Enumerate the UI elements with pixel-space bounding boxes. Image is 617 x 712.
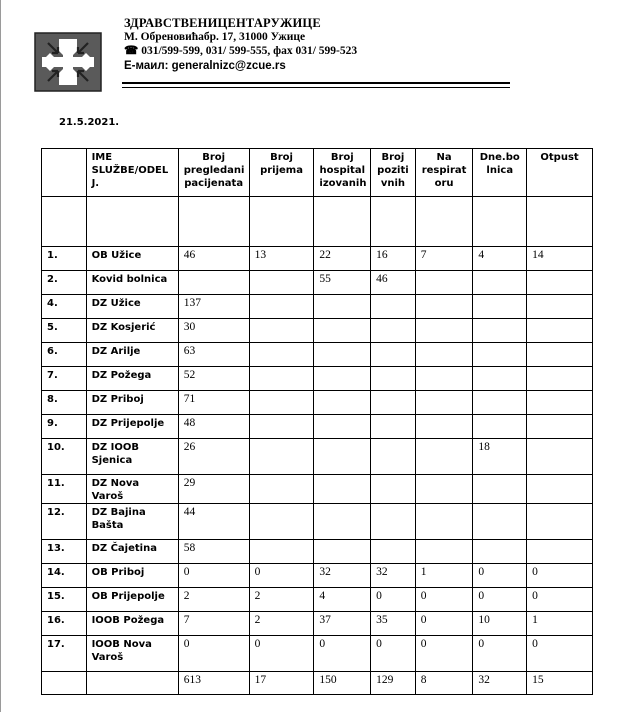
table-cell <box>473 504 527 540</box>
table-row <box>42 247 593 271</box>
table-cell: 0 <box>178 636 249 672</box>
table-cell: 16 <box>371 247 416 271</box>
row-number: 15. <box>42 588 87 612</box>
table-row-empty <box>42 197 593 247</box>
table-cell <box>371 415 416 439</box>
service-name: Kovid bolnica <box>86 271 178 295</box>
total-cell: 8 <box>415 672 473 695</box>
table-cell <box>527 415 593 439</box>
service-name: OB Prijepolje <box>86 588 178 612</box>
letterhead-rule <box>122 82 510 84</box>
service-name: IOOB Nova Varoš <box>86 636 178 672</box>
table-row <box>42 343 593 367</box>
service-name: DZ Bajina Bašta <box>86 504 178 540</box>
service-name: DZ Užice <box>86 295 178 319</box>
table-cell: 55 <box>314 271 371 295</box>
row-number: 12. <box>42 504 87 540</box>
table-cell <box>527 391 593 415</box>
table-cell <box>249 475 314 504</box>
table-cell: 29 <box>178 475 249 504</box>
table-cell <box>415 295 473 319</box>
table-cell <box>527 439 593 475</box>
table-cell <box>249 439 314 475</box>
service-name: DZ Prijepolje <box>86 415 178 439</box>
table-cell: 71 <box>178 391 249 415</box>
table-cell: 13 <box>249 247 314 271</box>
total-cell: 17 <box>249 672 314 695</box>
table-cell: 26 <box>178 439 249 475</box>
table-cell: 58 <box>178 540 249 564</box>
service-name: DZ Nova Varoš <box>86 475 178 504</box>
table-cell-empty <box>314 197 371 247</box>
table-cell: 30 <box>178 319 249 343</box>
table-cell <box>314 415 371 439</box>
table-cell <box>527 475 593 504</box>
table-cell <box>249 415 314 439</box>
phone-numbers: 031/599-599, 031/ 599-555, фах 031/ 599-523 <box>141 45 358 57</box>
table-cell <box>415 540 473 564</box>
service-name: IOOB Požega <box>86 612 178 636</box>
table-cell: 1 <box>415 564 473 588</box>
table-cell: 4 <box>314 588 371 612</box>
table-cell <box>473 475 527 504</box>
table-row <box>42 439 593 475</box>
table-cell <box>314 319 371 343</box>
table-cell: 0 <box>249 564 314 588</box>
table-cell <box>371 391 416 415</box>
table-row <box>42 415 593 439</box>
table-cell <box>473 271 527 295</box>
column-header: Dne.bo lnica <box>473 149 527 197</box>
table-cell <box>527 367 593 391</box>
table-cell: 0 <box>527 588 593 612</box>
service-name: DZ Kosjerić <box>86 319 178 343</box>
table-cell: 48 <box>178 415 249 439</box>
table-cell <box>415 343 473 367</box>
table-cell: 7 <box>415 247 473 271</box>
table-cell <box>249 367 314 391</box>
report-table <box>41 148 593 695</box>
table-cell <box>473 391 527 415</box>
table-row <box>42 504 593 540</box>
table-cell-empty <box>86 197 178 247</box>
table-cell: 0 <box>371 636 416 672</box>
table-row <box>42 391 593 415</box>
table-cell: 52 <box>178 367 249 391</box>
row-number: 1. <box>42 247 87 271</box>
table-body <box>42 197 593 695</box>
service-name: DZ Arilje <box>86 343 178 367</box>
table-row <box>42 636 593 672</box>
table-row <box>42 540 593 564</box>
table-cell <box>314 343 371 367</box>
table-cell <box>249 319 314 343</box>
table-cell: 0 <box>527 636 593 672</box>
column-header: Broj poziti vnih <box>371 149 416 197</box>
row-number: 11. <box>42 475 87 504</box>
table-cell <box>249 391 314 415</box>
letterhead-rule-thin <box>122 87 510 88</box>
table-row <box>42 588 593 612</box>
table-cell: 44 <box>178 504 249 540</box>
org-address: М. Обреновићабр. 17, 31000 Ужице <box>124 31 306 43</box>
total-cell: 15 <box>527 672 593 695</box>
table-cell: 63 <box>178 343 249 367</box>
table-cell-empty <box>371 197 416 247</box>
row-number: 5. <box>42 319 87 343</box>
table-cell: 0 <box>473 636 527 672</box>
column-header: Otpust <box>527 149 593 197</box>
row-number: 10. <box>42 439 87 475</box>
table-cell <box>473 415 527 439</box>
table-cell <box>371 475 416 504</box>
row-number: 6. <box>42 343 87 367</box>
service-name: OB Užice <box>86 247 178 271</box>
row-number: 8. <box>42 391 87 415</box>
row-number: 16. <box>42 612 87 636</box>
column-header: IME SLUŽBE/ODEL J. <box>86 149 178 197</box>
table-cell: 0 <box>314 636 371 672</box>
row-number: 9. <box>42 415 87 439</box>
total-cell: 613 <box>178 672 249 695</box>
table-cell-empty <box>473 197 527 247</box>
total-cell: 129 <box>371 672 416 695</box>
table-cell <box>473 540 527 564</box>
table-cell <box>473 319 527 343</box>
table-cell <box>249 504 314 540</box>
table-cell <box>249 295 314 319</box>
row-number: 4. <box>42 295 87 319</box>
table-cell: 1 <box>527 612 593 636</box>
table-cell-empty <box>178 197 249 247</box>
row-number: 13. <box>42 540 87 564</box>
table-cell <box>371 319 416 343</box>
table-cell: 2 <box>249 612 314 636</box>
table-cell <box>527 343 593 367</box>
table-cell: 2 <box>249 588 314 612</box>
letterhead <box>124 16 357 73</box>
table-cell: 2 <box>178 588 249 612</box>
table-cell: 10 <box>473 612 527 636</box>
table-cell <box>527 271 593 295</box>
table-cell <box>314 367 371 391</box>
table-cell: 35 <box>371 612 416 636</box>
table-cell: 0 <box>249 636 314 672</box>
table-cell: 14 <box>527 247 593 271</box>
table-header-row <box>42 149 593 197</box>
org-phones <box>124 44 357 58</box>
table-cell: 46 <box>371 271 416 295</box>
table-cell <box>527 504 593 540</box>
column-header: Broj hospital izovanih <box>314 149 371 197</box>
totals-row <box>42 672 593 695</box>
column-header: Na respirat oru <box>415 149 473 197</box>
table-cell <box>249 343 314 367</box>
table-cell <box>314 475 371 504</box>
table-cell-empty <box>42 197 87 247</box>
table-cell <box>371 295 416 319</box>
table-cell <box>415 367 473 391</box>
table-cell <box>527 319 593 343</box>
table-cell: 7 <box>178 612 249 636</box>
table-cell <box>415 391 473 415</box>
total-cell: 150 <box>314 672 371 695</box>
table-row <box>42 564 593 588</box>
total-cell: 32 <box>473 672 527 695</box>
table-cell: 32 <box>371 564 416 588</box>
table-cell: 0 <box>473 564 527 588</box>
table-row <box>42 319 593 343</box>
org-email: E-маил: generalnizc@zcue.rs <box>124 60 286 72</box>
row-number: 14. <box>42 564 87 588</box>
table-cell <box>371 540 416 564</box>
table-row <box>42 367 593 391</box>
service-name: DZ Čajetina <box>86 540 178 564</box>
table-cell <box>314 391 371 415</box>
table-cell <box>314 540 371 564</box>
table-cell: 46 <box>178 247 249 271</box>
table-row <box>42 295 593 319</box>
table-cell <box>415 439 473 475</box>
column-header: Broj prijema <box>249 149 314 197</box>
table-cell <box>371 367 416 391</box>
page-edge <box>0 0 1 712</box>
table-cell: 22 <box>314 247 371 271</box>
table-cell-empty <box>249 197 314 247</box>
table-cell: 4 <box>473 247 527 271</box>
table-cell <box>314 504 371 540</box>
table-cell: 32 <box>314 564 371 588</box>
table-cell <box>314 439 371 475</box>
column-header: Broj pregledani pacijenata <box>178 149 249 197</box>
phone-icon: ☎ <box>124 45 139 57</box>
table-cell <box>371 343 416 367</box>
report-date: 21.5.2021. <box>59 117 120 128</box>
table-cell <box>415 319 473 343</box>
table-cell <box>415 271 473 295</box>
org-name: ЗДРАВСТВЕНИЦЕНТАРУЖИЦЕ <box>124 16 321 30</box>
table-cell <box>249 540 314 564</box>
table-row <box>42 612 593 636</box>
table-cell <box>527 540 593 564</box>
table-cell-empty <box>415 197 473 247</box>
service-name: DZ Požega <box>86 367 178 391</box>
row-number: 7. <box>42 367 87 391</box>
table-cell: 37 <box>314 612 371 636</box>
row-number: 2. <box>42 271 87 295</box>
table-cell <box>415 475 473 504</box>
health-center-logo <box>34 32 102 92</box>
table-cell: 0 <box>473 588 527 612</box>
table-row <box>42 271 593 295</box>
table-cell <box>527 295 593 319</box>
table-cell <box>371 504 416 540</box>
table-cell <box>314 295 371 319</box>
table-cell <box>473 343 527 367</box>
table-cell: 0 <box>371 588 416 612</box>
table-cell <box>415 415 473 439</box>
service-name: DZ IOOB Sjenica <box>86 439 178 475</box>
row-number: 17. <box>42 636 87 672</box>
table-cell <box>473 367 527 391</box>
table-cell: 0 <box>178 564 249 588</box>
table-cell <box>473 295 527 319</box>
table-cell: 137 <box>178 295 249 319</box>
service-name: OB Priboj <box>86 564 178 588</box>
table-cell: 0 <box>415 636 473 672</box>
table-cell <box>415 504 473 540</box>
total-cell <box>86 672 178 695</box>
table-cell: 18 <box>473 439 527 475</box>
table-cell: 0 <box>415 612 473 636</box>
column-header <box>42 149 87 197</box>
service-name: DZ Priboj <box>86 391 178 415</box>
table-cell: 0 <box>527 564 593 588</box>
table-cell: 0 <box>415 588 473 612</box>
total-cell <box>42 672 87 695</box>
table-row <box>42 475 593 504</box>
table-cell-empty <box>527 197 593 247</box>
table-cell <box>249 271 314 295</box>
table-cell <box>371 439 416 475</box>
table-cell <box>178 271 249 295</box>
